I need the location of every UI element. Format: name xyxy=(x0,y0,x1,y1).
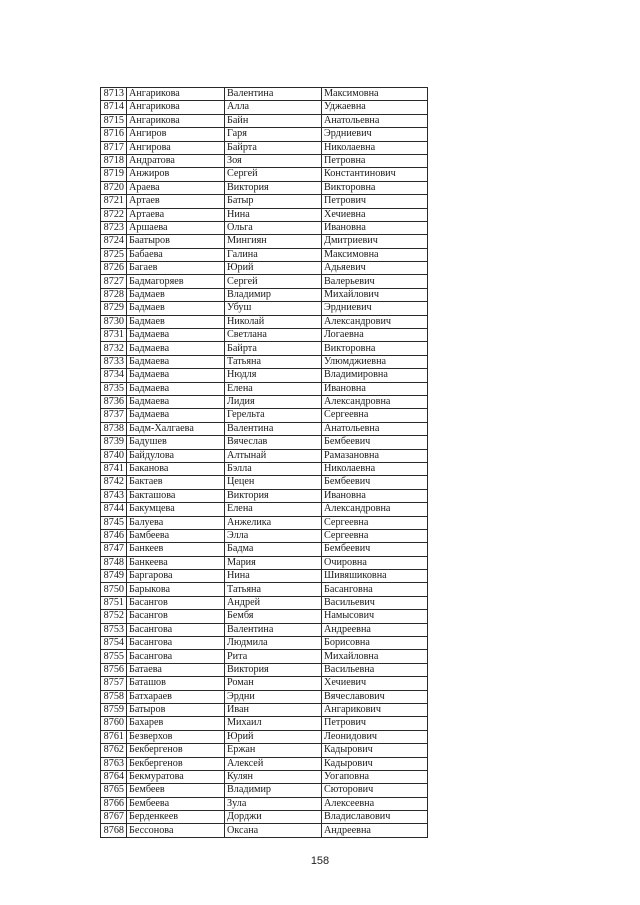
row-number: 8721 xyxy=(101,195,127,208)
surname-cell: Бамбеева xyxy=(127,529,225,542)
first-name-cell: Нина xyxy=(225,570,322,583)
patronymic-cell: Александровна xyxy=(322,503,428,516)
row-number: 8764 xyxy=(101,770,127,783)
table-row xyxy=(101,770,428,783)
patronymic-cell: Эрдниевич xyxy=(322,302,428,315)
table-row xyxy=(101,703,428,716)
first-name-cell: Бэлла xyxy=(225,462,322,475)
table-row xyxy=(101,221,428,234)
first-name-cell: Оксана xyxy=(225,824,322,837)
table-row xyxy=(101,88,428,101)
first-name-cell: Сергей xyxy=(225,168,322,181)
patronymic-cell: Андреевна xyxy=(322,824,428,837)
surname-cell: Бембеева xyxy=(127,797,225,810)
table-row xyxy=(101,663,428,676)
surname-cell: Ангарикова xyxy=(127,88,225,101)
patronymic-cell: Кадырович xyxy=(322,757,428,770)
first-name-cell: Роман xyxy=(225,677,322,690)
table-row xyxy=(101,181,428,194)
first-name-cell: Владимир xyxy=(225,784,322,797)
row-number: 8760 xyxy=(101,717,127,730)
surname-cell: Аршаева xyxy=(127,221,225,234)
table-row xyxy=(101,168,428,181)
row-number: 8765 xyxy=(101,784,127,797)
patronymic-cell: Шивяшиковна xyxy=(322,570,428,583)
first-name-cell: Зоя xyxy=(225,154,322,167)
table-row xyxy=(101,262,428,275)
row-number: 8735 xyxy=(101,382,127,395)
patronymic-cell: Петрович xyxy=(322,717,428,730)
row-number: 8731 xyxy=(101,329,127,342)
table-row xyxy=(101,128,428,141)
patronymic-cell: Васильевич xyxy=(322,596,428,609)
patronymic-cell: Эрдниевич xyxy=(322,128,428,141)
patronymic-cell: Алексеевна xyxy=(322,797,428,810)
patronymic-cell: Вячеславович xyxy=(322,690,428,703)
first-name-cell: Виктория xyxy=(225,663,322,676)
row-number: 8740 xyxy=(101,449,127,462)
first-name-cell: Мингиян xyxy=(225,235,322,248)
first-name-cell: Байрта xyxy=(225,342,322,355)
row-number: 8746 xyxy=(101,529,127,542)
row-number: 8743 xyxy=(101,489,127,502)
surname-cell: Барыкова xyxy=(127,583,225,596)
patronymic-cell: Владимировна xyxy=(322,369,428,382)
surname-cell: Араева xyxy=(127,181,225,194)
surname-cell: Анжиров xyxy=(127,168,225,181)
first-name-cell: Убуш xyxy=(225,302,322,315)
patronymic-cell: Сергеевна xyxy=(322,529,428,542)
table-row xyxy=(101,489,428,502)
table-row xyxy=(101,342,428,355)
row-number: 8733 xyxy=(101,355,127,368)
surname-cell: Бадмаева xyxy=(127,355,225,368)
first-name-cell: Анжелика xyxy=(225,516,322,529)
surname-cell: Бекбергенов xyxy=(127,757,225,770)
row-number: 8723 xyxy=(101,221,127,234)
first-name-cell: Герельта xyxy=(225,409,322,422)
surname-cell: Бадмаева xyxy=(127,369,225,382)
first-name-cell: Иван xyxy=(225,703,322,716)
row-number: 8736 xyxy=(101,395,127,408)
first-name-cell: Владимир xyxy=(225,288,322,301)
table-row xyxy=(101,503,428,516)
table-row xyxy=(101,623,428,636)
patronymic-cell: Борисовна xyxy=(322,637,428,650)
surname-cell: Баатыров xyxy=(127,235,225,248)
surname-cell: Баргарова xyxy=(127,570,225,583)
surname-cell: Бахарев xyxy=(127,717,225,730)
patronymic-cell: Александровна xyxy=(322,395,428,408)
patronymic-cell: Улюмджиевна xyxy=(322,355,428,368)
table-row xyxy=(101,637,428,650)
row-number: 8757 xyxy=(101,677,127,690)
first-name-cell: Михаил xyxy=(225,717,322,730)
table-row xyxy=(101,235,428,248)
patronymic-cell: Анатольевна xyxy=(322,114,428,127)
row-number: 8752 xyxy=(101,610,127,623)
first-name-cell: Юрий xyxy=(225,262,322,275)
table-row xyxy=(101,154,428,167)
patronymic-cell: Анатольевна xyxy=(322,422,428,435)
first-name-cell: Людмила xyxy=(225,637,322,650)
row-number: 8762 xyxy=(101,744,127,757)
table-row xyxy=(101,315,428,328)
patronymic-cell: Рамазановна xyxy=(322,449,428,462)
table-row xyxy=(101,529,428,542)
table-row xyxy=(101,141,428,154)
patronymic-cell: Бембеевич xyxy=(322,476,428,489)
surname-cell: Безверхов xyxy=(127,730,225,743)
roster-table xyxy=(100,87,428,838)
row-number: 8766 xyxy=(101,797,127,810)
row-number: 8717 xyxy=(101,141,127,154)
row-number: 8713 xyxy=(101,88,127,101)
row-number: 8763 xyxy=(101,757,127,770)
surname-cell: Берденкеев xyxy=(127,811,225,824)
row-number: 8720 xyxy=(101,181,127,194)
table-row xyxy=(101,596,428,609)
patronymic-cell: Басанговна xyxy=(322,583,428,596)
surname-cell: Ангирова xyxy=(127,141,225,154)
first-name-cell: Нюдля xyxy=(225,369,322,382)
surname-cell: Ангарикова xyxy=(127,101,225,114)
table-row xyxy=(101,382,428,395)
table-row xyxy=(101,784,428,797)
patronymic-cell: Бембеевич xyxy=(322,436,428,449)
first-name-cell: Валентина xyxy=(225,422,322,435)
surname-cell: Банкеева xyxy=(127,556,225,569)
row-number: 8737 xyxy=(101,409,127,422)
patronymic-cell: Дмитриевич xyxy=(322,235,428,248)
table-row xyxy=(101,650,428,663)
first-name-cell: Гаря xyxy=(225,128,322,141)
surname-cell: Бактаев xyxy=(127,476,225,489)
table-row xyxy=(101,101,428,114)
patronymic-cell: Андреевна xyxy=(322,623,428,636)
row-number: 8745 xyxy=(101,516,127,529)
first-name-cell: Бембя xyxy=(225,610,322,623)
patronymic-cell: Михайловна xyxy=(322,650,428,663)
table-row xyxy=(101,583,428,596)
table-row xyxy=(101,677,428,690)
first-name-cell: Элла xyxy=(225,529,322,542)
patronymic-cell: Викторовна xyxy=(322,342,428,355)
patronymic-cell: Ивановна xyxy=(322,489,428,502)
patronymic-cell: Николаевна xyxy=(322,141,428,154)
first-name-cell: Елена xyxy=(225,503,322,516)
table-row xyxy=(101,248,428,261)
table-row xyxy=(101,329,428,342)
patronymic-cell: Леонидович xyxy=(322,730,428,743)
row-number: 8738 xyxy=(101,422,127,435)
patronymic-cell: Петрович xyxy=(322,195,428,208)
table-row xyxy=(101,275,428,288)
row-number: 8718 xyxy=(101,154,127,167)
surname-cell: Бадмаева xyxy=(127,395,225,408)
row-number: 8722 xyxy=(101,208,127,221)
row-number: 8741 xyxy=(101,462,127,475)
surname-cell: Бембеев xyxy=(127,784,225,797)
table-row xyxy=(101,114,428,127)
first-name-cell: Виктория xyxy=(225,181,322,194)
table-row xyxy=(101,516,428,529)
first-name-cell: Дорджи xyxy=(225,811,322,824)
table-row xyxy=(101,436,428,449)
table-row xyxy=(101,717,428,730)
patronymic-cell: Логаевна xyxy=(322,329,428,342)
surname-cell: Бадушев xyxy=(127,436,225,449)
row-number: 8716 xyxy=(101,128,127,141)
table-row xyxy=(101,422,428,435)
first-name-cell: Юрий xyxy=(225,730,322,743)
patronymic-cell: Сюторович xyxy=(322,784,428,797)
surname-cell: Батхараев xyxy=(127,690,225,703)
first-name-cell: Галина xyxy=(225,248,322,261)
table-row xyxy=(101,730,428,743)
table-row xyxy=(101,610,428,623)
row-number: 8728 xyxy=(101,288,127,301)
first-name-cell: Валентина xyxy=(225,88,322,101)
table-row xyxy=(101,449,428,462)
table-row xyxy=(101,369,428,382)
patronymic-cell: Ангарикович xyxy=(322,703,428,716)
first-name-cell: Байрта xyxy=(225,141,322,154)
surname-cell: Банкеев xyxy=(127,543,225,556)
row-number: 8732 xyxy=(101,342,127,355)
surname-cell: Баташов xyxy=(127,677,225,690)
table-row xyxy=(101,824,428,837)
surname-cell: Бадм-Халгаева xyxy=(127,422,225,435)
first-name-cell: Татьяна xyxy=(225,355,322,368)
table-row xyxy=(101,355,428,368)
patronymic-cell: Кадырович xyxy=(322,744,428,757)
first-name-cell: Ержан xyxy=(225,744,322,757)
surname-cell: Бекмуратова xyxy=(127,770,225,783)
table-row xyxy=(101,462,428,475)
row-number: 8727 xyxy=(101,275,127,288)
patronymic-cell: Константинович xyxy=(322,168,428,181)
first-name-cell: Нина xyxy=(225,208,322,221)
row-number: 8749 xyxy=(101,570,127,583)
table-row xyxy=(101,208,428,221)
patronymic-cell: Викторовна xyxy=(322,181,428,194)
row-number: 8751 xyxy=(101,596,127,609)
patronymic-cell: Николаевна xyxy=(322,462,428,475)
surname-cell: Бессонова xyxy=(127,824,225,837)
surname-cell: Батаева xyxy=(127,663,225,676)
row-number: 8714 xyxy=(101,101,127,114)
row-number: 8715 xyxy=(101,114,127,127)
surname-cell: Ангиров xyxy=(127,128,225,141)
row-number: 8759 xyxy=(101,703,127,716)
first-name-cell: Зула xyxy=(225,797,322,810)
first-name-cell: Вячеслав xyxy=(225,436,322,449)
roster-table-body xyxy=(101,88,428,838)
row-number: 8747 xyxy=(101,543,127,556)
patronymic-cell: Петровна xyxy=(322,154,428,167)
first-name-cell: Сергей xyxy=(225,275,322,288)
surname-cell: Бакташова xyxy=(127,489,225,502)
row-number: 8719 xyxy=(101,168,127,181)
surname-cell: Багаев xyxy=(127,262,225,275)
surname-cell: Бакумцева xyxy=(127,503,225,516)
first-name-cell: Алтынай xyxy=(225,449,322,462)
first-name-cell: Кулян xyxy=(225,770,322,783)
first-name-cell: Эрдни xyxy=(225,690,322,703)
table-row xyxy=(101,757,428,770)
row-number: 8725 xyxy=(101,248,127,261)
surname-cell: Бадмаева xyxy=(127,329,225,342)
patronymic-cell: Васильевна xyxy=(322,663,428,676)
row-number: 8748 xyxy=(101,556,127,569)
patronymic-cell: Владиславович xyxy=(322,811,428,824)
surname-cell: Ангарикова xyxy=(127,114,225,127)
table-row xyxy=(101,409,428,422)
patronymic-cell: Хечиевич xyxy=(322,677,428,690)
row-number: 8761 xyxy=(101,730,127,743)
surname-cell: Бадмаева xyxy=(127,342,225,355)
surname-cell: Бекбергенов xyxy=(127,744,225,757)
first-name-cell: Мария xyxy=(225,556,322,569)
surname-cell: Батыров xyxy=(127,703,225,716)
patronymic-cell: Хечиевна xyxy=(322,208,428,221)
surname-cell: Баканова xyxy=(127,462,225,475)
table-row xyxy=(101,302,428,315)
first-name-cell: Алексей xyxy=(225,757,322,770)
row-number: 8753 xyxy=(101,623,127,636)
row-number: 8767 xyxy=(101,811,127,824)
row-number: 8768 xyxy=(101,824,127,837)
patronymic-cell: Михайлович xyxy=(322,288,428,301)
table-row xyxy=(101,476,428,489)
patronymic-cell: Сергеевна xyxy=(322,516,428,529)
first-name-cell: Елена xyxy=(225,382,322,395)
patronymic-cell: Ивановна xyxy=(322,382,428,395)
first-name-cell: Алла xyxy=(225,101,322,114)
patronymic-cell: Намысович xyxy=(322,610,428,623)
surname-cell: Бадмаев xyxy=(127,302,225,315)
surname-cell: Бадмаева xyxy=(127,409,225,422)
surname-cell: Бадмагоряев xyxy=(127,275,225,288)
first-name-cell: Андрей xyxy=(225,596,322,609)
first-name-cell: Батыр xyxy=(225,195,322,208)
surname-cell: Байдулова xyxy=(127,449,225,462)
first-name-cell: Виктория xyxy=(225,489,322,502)
row-number: 8742 xyxy=(101,476,127,489)
patronymic-cell: Валерьевич xyxy=(322,275,428,288)
patronymic-cell: Уджаевна xyxy=(322,101,428,114)
first-name-cell: Ольга xyxy=(225,221,322,234)
first-name-cell: Николай xyxy=(225,315,322,328)
patronymic-cell: Адьяевич xyxy=(322,262,428,275)
first-name-cell: Валентина xyxy=(225,623,322,636)
table-row xyxy=(101,690,428,703)
patronymic-cell: Очировна xyxy=(322,556,428,569)
row-number: 8754 xyxy=(101,637,127,650)
row-number: 8730 xyxy=(101,315,127,328)
first-name-cell: Лидия xyxy=(225,395,322,408)
patronymic-cell: Ивановна xyxy=(322,221,428,234)
patronymic-cell: Александрович xyxy=(322,315,428,328)
row-number: 8756 xyxy=(101,663,127,676)
first-name-cell: Байн xyxy=(225,114,322,127)
surname-cell: Балуева xyxy=(127,516,225,529)
first-name-cell: Бадма xyxy=(225,543,322,556)
surname-cell: Бадмаев xyxy=(127,288,225,301)
patronymic-cell: Бембеевич xyxy=(322,543,428,556)
row-number: 8744 xyxy=(101,503,127,516)
row-number: 8724 xyxy=(101,235,127,248)
surname-cell: Басангов xyxy=(127,610,225,623)
first-name-cell: Татьяна xyxy=(225,583,322,596)
table-row xyxy=(101,744,428,757)
table-row xyxy=(101,811,428,824)
first-name-cell: Светлана xyxy=(225,329,322,342)
patronymic-cell: Максимовна xyxy=(322,88,428,101)
surname-cell: Бадмаева xyxy=(127,382,225,395)
table-row xyxy=(101,543,428,556)
patronymic-cell: Уогаповна xyxy=(322,770,428,783)
row-number: 8758 xyxy=(101,690,127,703)
table-row xyxy=(101,556,428,569)
surname-cell: Бабаева xyxy=(127,248,225,261)
surname-cell: Басангова xyxy=(127,650,225,663)
surname-cell: Андратова xyxy=(127,154,225,167)
table-row xyxy=(101,797,428,810)
row-number: 8750 xyxy=(101,583,127,596)
surname-cell: Артаева xyxy=(127,208,225,221)
row-number: 8726 xyxy=(101,262,127,275)
surname-cell: Бадмаев xyxy=(127,315,225,328)
surname-cell: Артаев xyxy=(127,195,225,208)
surname-cell: Басангов xyxy=(127,596,225,609)
patronymic-cell: Максимовна xyxy=(322,248,428,261)
page-number: 158 xyxy=(310,855,330,867)
patronymic-cell: Сергеевна xyxy=(322,409,428,422)
surname-cell: Басангова xyxy=(127,623,225,636)
table-row xyxy=(101,195,428,208)
row-number: 8734 xyxy=(101,369,127,382)
first-name-cell: Цецен xyxy=(225,476,322,489)
row-number: 8729 xyxy=(101,302,127,315)
surname-cell: Басангова xyxy=(127,637,225,650)
table-row xyxy=(101,395,428,408)
first-name-cell: Рита xyxy=(225,650,322,663)
table-row xyxy=(101,570,428,583)
row-number: 8739 xyxy=(101,436,127,449)
row-number: 8755 xyxy=(101,650,127,663)
table-row xyxy=(101,288,428,301)
